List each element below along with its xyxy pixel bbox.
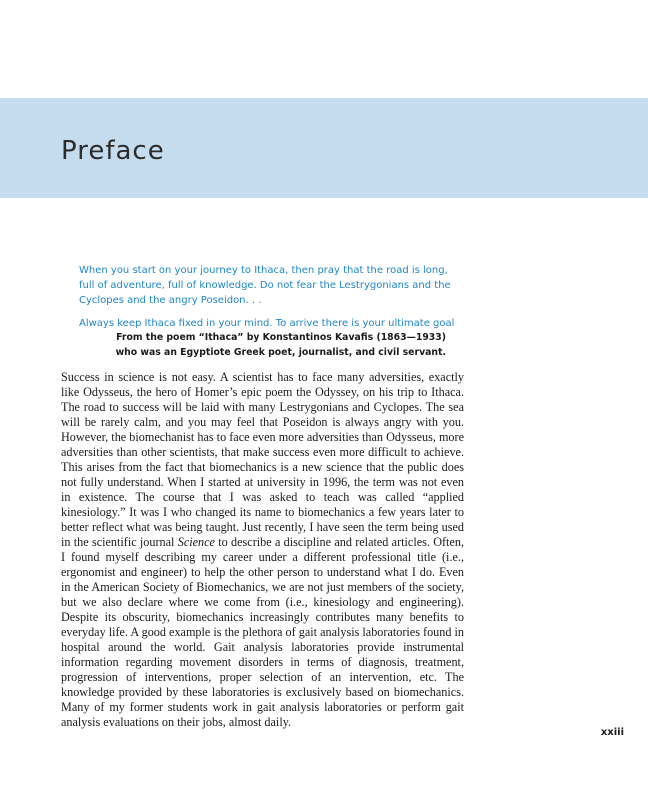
epigraph: [79, 263, 459, 331]
attribution-line-2: who was an Egyptiote Greek poet, journalist, and civil servant.: [115, 347, 446, 358]
attribution-line-1: From the poem “Ithaca” by Konstantinos Kavafis (1863—1933): [116, 332, 446, 343]
epigraph-stanza-1: When you start on your journey to Ithaca, then pray that the road is long, full of adventure, full of knowledge. Do not fear the Lestrygonians and the Cyclopes and the angry Poseidon. . .: [79, 265, 451, 306]
page-title: Preface: [61, 136, 165, 166]
body-paragraph: [61, 370, 464, 730]
epigraph-attribution: [60, 330, 446, 360]
body-text-part-2: to describe a discipline and related articles. Often, I found myself describing my career under a different professional title (i.e., ergonomist and engineer) to help the other person to understand what I do. Even in the American Society of Biomechanics, we are not just members of the society, but we also declare where we come from (i.e., kinesiology and engineering). Despite its obscurity, biomechanics increasingly contributes many benefits to everyday life. A good example is the plethora of gait analysis laboratories found in hospital around the world. Gait analysis laboratories provide instrumental information regarding movement disorders in terms of diagnosis, treatment, progression of interventions, proper selection of an intervention, etc. The knowledge provided by these laboratories is exclusively based on biomechanics. Many of my former students work in gait analysis laboratories or perform gait analysis evaluations on their jobs, almost daily.: [61, 535, 464, 729]
journal-name-italic: Science: [177, 535, 215, 549]
page-number: xxiii: [600, 727, 624, 738]
epigraph-stanza-2: Always keep Ithaca fixed in your mind. To arrive there is your ultimate goal: [79, 318, 455, 329]
body-text-part-1: Success in science is not easy. A scientist has to face many adversities, exactly like Odysseus, the hero of Homer’s epic poem the Odyssey, on his trip to Ithaca. The road to success will be laid with many Lestrygonians and Cyclopes. The sea will be rarely calm, and you may feel that Poseidon is always angry with you. However, the biomechanist has to face even more adversities than Odysseus, more adversities than other scientists, that make success even more difficult to achieve. This arises from the fact that biomechanics is a new science that the public does not fully understand. When I started at university in 1996, the term was not even in existence. The course that I was asked to teach was called “applied kinesiology.” It was I who changed its name to biomechanics a few years later to better reflect what was being taught. Just recently, I have seen the term being used in the scientific journal: [61, 370, 464, 549]
